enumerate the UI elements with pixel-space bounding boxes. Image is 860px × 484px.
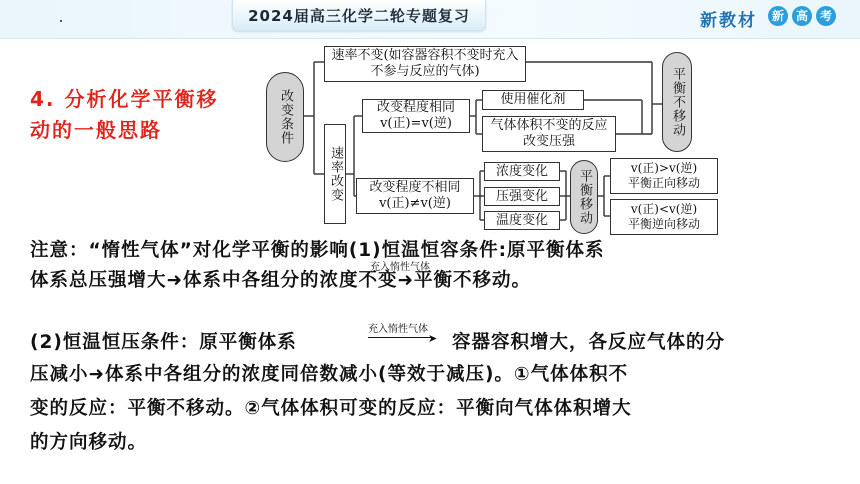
different-degree-label: 改变程度不相同 [369,180,461,195]
forward-condition: v(正)>v(逆) [630,161,698,175]
same-degree-label: 改变程度相同 [376,100,455,115]
node-catalyst: 使用催化剂 [482,90,584,110]
section-title-line2: 动的一般思路 [30,118,162,142]
brand-circle-1: 新 [768,6,788,26]
note-line-2: 体系总压强增大➜体系中各组分的浓度不变➜平衡不移动。 [30,270,532,291]
node-concentration-change: 浓度变化 [484,162,560,181]
arrow-label-2: 充入惰性气体 [368,324,428,335]
note-line-4: 压减小➜体系中各组分的浓度同倍数减小(等效于减压)。①气体体积不 [30,364,629,385]
node-rate-changed: 速率改变 [324,124,346,224]
note-line-6: 的方向移动。 [30,432,148,453]
node-equilibrium-no-shift: 平衡不移动 [662,52,692,152]
brand-circle-2: 高 [792,6,812,26]
arrow-label-1: 充入惰性气体 [370,262,430,273]
node-change-condition: 改变条件 [266,72,304,162]
title-tab [232,0,486,31]
forward-label: 平衡正向移动 [627,176,700,190]
node-rate-unchanged: 速率不变(如容器容积不变时充入不参与反应的气体) [324,46,526,82]
arrow-head-icon: ➤ [428,332,438,345]
node-gas-volume-unchanged: 气体体积不变的反应改变压强 [482,116,616,152]
arrow-line [368,337,434,338]
brand-text: 新教材 [700,11,757,31]
decor-dot [60,20,62,22]
reverse-label: 平衡逆向移动 [627,217,700,231]
same-degree-equation: v(正)=v(逆) [380,116,452,131]
node-pressure-change: 压强变化 [484,187,560,206]
flow-diagram [262,44,722,240]
slide-title: 2024届高三化学二轮专题复习 [248,7,470,25]
node-forward-shift [610,158,718,194]
note-line-3a: (2)恒温恒压条件：原平衡体系 [30,332,297,353]
note-line-5: 变的反应：平衡不移动。②气体体积可变的反应：平衡向气体体积增大 [30,398,632,419]
node-temperature-change: 温度变化 [484,211,560,230]
reverse-condition: v(正)<v(逆) [630,202,698,216]
node-different-degree [356,178,474,214]
node-same-degree [362,99,470,133]
section-title-line1: 4. 分析化学平衡移 [30,87,219,111]
node-reverse-shift [610,199,718,235]
section-title [30,84,240,146]
note-line-3b: 容器容积增大，各反应气体的分 [452,332,726,353]
note-line-1: 注意：“惰性气体”对化学平衡的影响(1)恒温恒容条件:原平衡体系 [30,240,605,261]
brand-circle-3: 考 [816,6,836,26]
different-degree-equation: v(正)≠v(逆) [379,196,451,211]
node-equilibrium-shift: 平衡移动 [570,160,598,234]
